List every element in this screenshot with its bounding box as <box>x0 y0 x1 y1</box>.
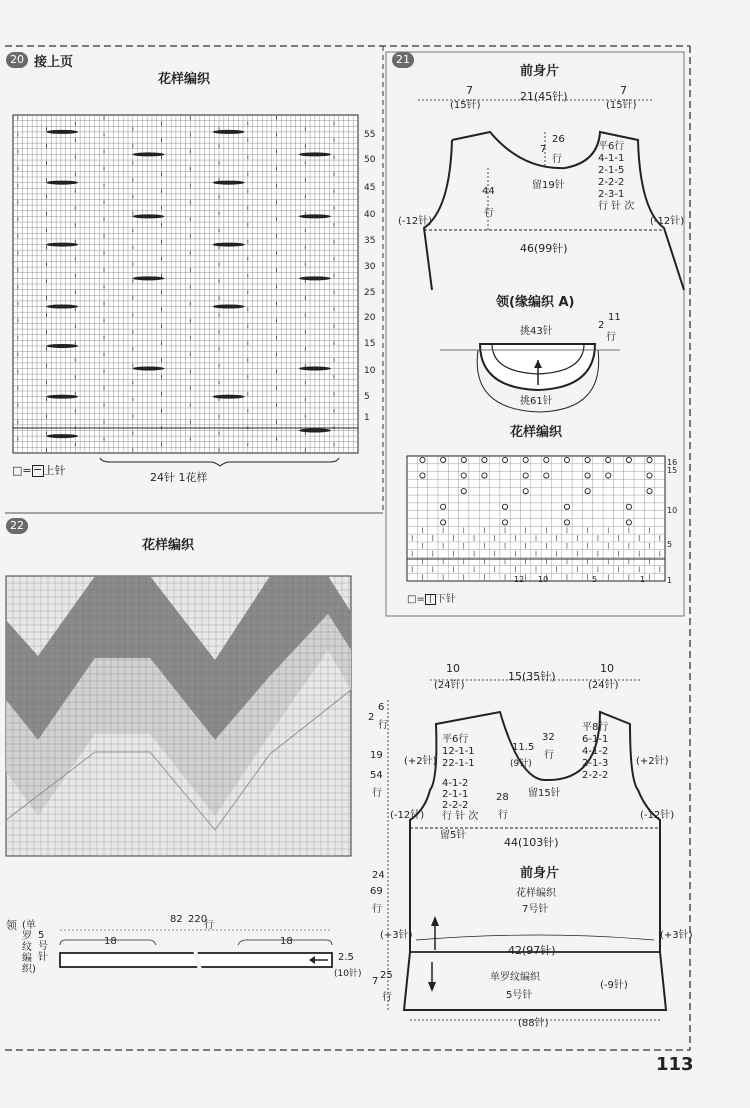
dim-top-mid-22: 15(35针) <box>508 670 556 683</box>
step-line: 平8行 <box>582 722 609 733</box>
dec-right-22: (-12针) <box>640 810 675 821</box>
chart-row-label: 15 <box>667 466 678 475</box>
row-number: 55 <box>364 130 376 140</box>
step-line: 2-2-2 <box>582 770 609 781</box>
dim-top-right-sts-22: (24针) <box>588 680 619 691</box>
collar-total-sts-22: 220 <box>188 914 208 925</box>
collar-height-22: 2.5 <box>338 952 354 963</box>
chest-22: 44(103针) <box>504 836 559 849</box>
hem-needle-22: 5号针 <box>506 990 533 1001</box>
pattern-chart-20 <box>13 115 358 466</box>
collar-pick2-21: 挑61针 <box>520 396 553 407</box>
hem-dec-22: (-9针) <box>600 980 628 991</box>
continued-label: 接上页 <box>34 55 74 70</box>
hem-h-22: 7 <box>372 976 379 987</box>
leave5-22: 留5针 <box>440 830 467 841</box>
step-line: 行 针 次 <box>442 811 479 822</box>
shoulder-h-22: 2 <box>368 712 375 723</box>
chart-row-label: 16 <box>667 458 678 467</box>
pattern-chart-21 <box>407 456 665 581</box>
collar-total-22: 82 <box>170 914 183 925</box>
neck-rows2-unit-22: 行 <box>498 810 508 821</box>
chart-col-label: 1 <box>640 575 646 584</box>
step-line: 2-1-5 <box>598 165 625 176</box>
chart-col-label: 10 <box>538 575 549 584</box>
dim-top-right-sts-21: (15针) <box>606 100 637 111</box>
collar-rows-prefix-21: 2 <box>598 320 605 331</box>
shoulder-rows-22: 6 <box>378 702 385 713</box>
step-line: 22-1-1 <box>442 758 475 769</box>
page-number: 113 <box>656 1054 694 1075</box>
body-h-22: 24 <box>372 870 385 881</box>
front-piece-title-22: 前身片 <box>520 866 560 881</box>
step-line: 4-1-2 <box>582 746 609 757</box>
section-badge-20: 20 <box>6 52 28 68</box>
chart-col-label: 5 <box>592 575 598 584</box>
collar-rows-unit-21: 行 <box>606 332 616 343</box>
row-number: 40 <box>364 210 376 220</box>
right-dec-21: (-12针) <box>650 216 685 227</box>
chart-title-22: 花样编织 <box>142 538 195 553</box>
front-piece-title-21: 前身片 <box>520 64 560 79</box>
dim-top-left-21: 7 <box>466 84 473 97</box>
row-number: 50 <box>364 155 376 165</box>
chevron-chart-22 <box>6 576 351 856</box>
neck-steps-22 <box>442 778 478 822</box>
front-piece-outline-21 <box>418 100 684 290</box>
step-line: 6-1-1 <box>582 734 609 745</box>
hem-rows-22: 25 <box>380 970 393 981</box>
dim-top-right-22: 10 <box>600 662 614 675</box>
hem-width-22: 42(97针) <box>508 944 556 957</box>
neck-rows-unit-21: 行 <box>552 154 562 165</box>
body-rows-22: 69 <box>370 886 383 897</box>
collar-rows-21: 11 <box>608 312 621 323</box>
chart-title-21: 花样编织 <box>510 425 563 440</box>
row-number: 1 <box>364 413 370 423</box>
left-dec-21: (-12针) <box>398 216 433 227</box>
step-line: 4-1-2 <box>442 778 469 789</box>
step-line: 2-1-3 <box>582 758 609 769</box>
dim-top-left-sts-22: (24针) <box>434 680 465 691</box>
step-line: 2-2-2 <box>442 800 469 811</box>
chart-title-20: 花样编织 <box>158 72 211 87</box>
collar-needle-22: 5号针 <box>38 930 48 963</box>
inc-body-right-22: (+3针) <box>660 930 693 941</box>
armhole-depth-21: 44 <box>482 186 495 197</box>
section-badge-22: 22 <box>6 518 28 534</box>
neck-rows2-22: 28 <box>496 792 509 803</box>
inc-left-22: (+2针) <box>404 756 437 767</box>
shoulder-unit-22: 行 <box>378 720 388 731</box>
collar-title-22: 领 <box>6 919 17 932</box>
neck-rows-21: 26 <box>552 134 565 145</box>
left-steps-22 <box>442 734 475 770</box>
row-number: 20 <box>364 313 376 323</box>
step-line: 行 针 次 <box>598 201 635 212</box>
dim-top-mid-21: 21(45针) <box>520 90 568 103</box>
armhole-unit-21: 行 <box>484 208 494 219</box>
inc-right-22: (+2针) <box>636 756 669 767</box>
right-steps-22 <box>582 722 608 782</box>
row-number: 35 <box>364 236 376 246</box>
chart-row-label: 5 <box>667 540 673 549</box>
collar-height-sts-22: (10针) <box>334 969 362 979</box>
armhole-unit-22: 行 <box>372 788 382 799</box>
step-line: 2-1-1 <box>442 789 469 800</box>
armhole-h-22: 19 <box>370 750 383 761</box>
dim-top-right-21: 7 <box>620 84 627 97</box>
step-line: 平6行 <box>598 141 625 152</box>
chart-row-label: 1 <box>667 576 673 585</box>
collar-len-a-22: 18 <box>104 936 117 947</box>
legend-20: □=−上针 <box>12 463 66 477</box>
neck-depth-21: 7 <box>540 144 547 155</box>
step-line: 2-2-2 <box>598 177 625 188</box>
row-number: 15 <box>364 339 376 349</box>
hem-unit-22: 行 <box>382 992 392 1003</box>
step-line: 平6行 <box>442 734 469 745</box>
needle-label-22: 7号针 <box>522 904 549 915</box>
width-21: 46(99针) <box>520 242 568 255</box>
row-number: 5 <box>364 392 370 402</box>
dim-top-left-22: 10 <box>446 662 460 675</box>
pattern-label-22: 花样编织 <box>516 888 556 899</box>
row-number: 25 <box>364 288 376 298</box>
row-number: 10 <box>364 366 376 376</box>
collar-title-21: 领(缘编织 A) <box>496 295 575 310</box>
leave-sts-21: 留19针 <box>532 180 565 191</box>
neck-h-sts-22: (9针) <box>510 759 532 769</box>
row-number: 45 <box>364 183 376 193</box>
section-badge-21: 21 <box>392 52 414 68</box>
legend-21: □= | 下针 <box>407 593 456 605</box>
collar-sub-22: (单罗纹编织) <box>22 920 36 975</box>
step-line: 2-3-1 <box>598 189 625 200</box>
dim-top-left-sts-21: (15针) <box>450 100 481 111</box>
bottom-sts-22: (88针) <box>518 1018 549 1029</box>
legend-text-21: 下针 <box>435 594 456 605</box>
neck-decrease-steps-21 <box>598 141 634 213</box>
neck-rows-unit-22: 行 <box>544 750 554 761</box>
chart-col-label: 12 <box>514 575 525 584</box>
collar-total-unit-22: 行 <box>204 920 214 931</box>
step-line: 12-1-1 <box>442 746 475 757</box>
row-number: 30 <box>364 262 376 272</box>
dec-left-22: (-12针) <box>390 810 425 821</box>
hem-pattern-22: 单罗纹编织 <box>490 972 540 983</box>
step-line: 4-1-1 <box>598 153 625 164</box>
legend-eq-21: □= <box>407 594 425 605</box>
legend-text-20: 上针 <box>43 464 66 477</box>
collar-len-b-22: 18 <box>280 936 293 947</box>
leave15-22: 留15针 <box>528 788 561 799</box>
body-unit-22: 行 <box>372 904 382 915</box>
collar-pick-21: 挑43针 <box>520 326 553 337</box>
chart-row-label: 10 <box>667 506 678 515</box>
inc-body-left-22: (+3针) <box>380 930 413 941</box>
legend-eq-20: □= <box>12 464 32 477</box>
neck-rows-22: 32 <box>542 732 555 743</box>
neck-h-22: 11.5 <box>512 742 535 753</box>
armhole-rows-22: 54 <box>370 770 383 781</box>
repeat-label: 24针 1花样 <box>150 471 208 484</box>
